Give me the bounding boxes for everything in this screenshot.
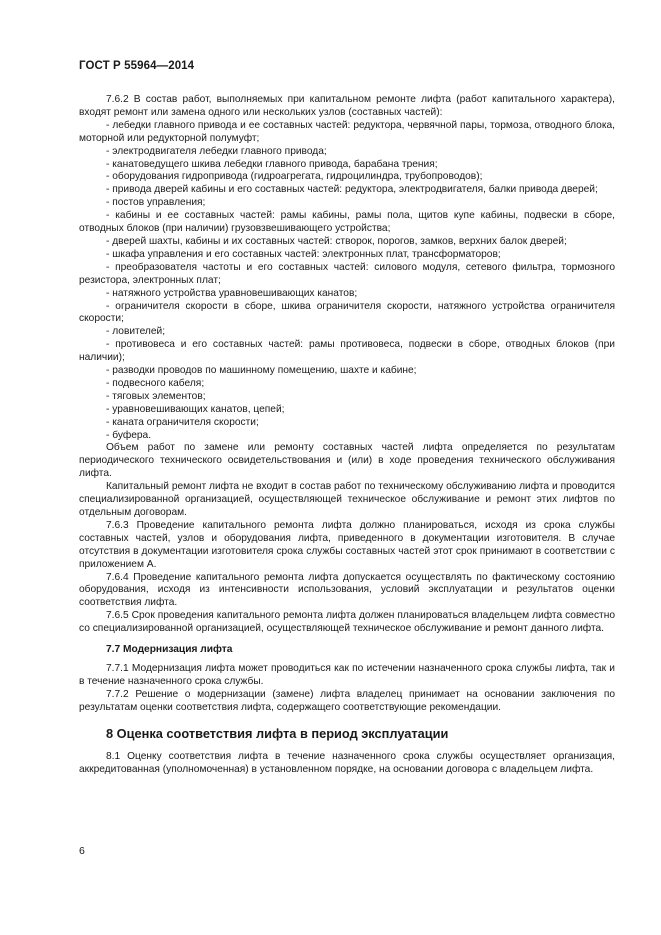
section-heading-8: 8 Оценка соответствия лифта в период эксплуатации: [106, 725, 449, 741]
paragraph-8-1: 8.1 Оценку соответствия лифта в течение назначенного срока службы осуществляет организация, аккредитованная (уполномоченная) в установленном порядке, на основании договора с владельцем лифта.: [79, 750, 615, 775]
list-item: - преобразователя частоты и его составных частей: силового модуля, сетевого фильтра, тормозного резистора, электронных плат;: [79, 261, 615, 286]
subsection-heading-7-7: 7.7 Модернизация лифта: [106, 644, 233, 656]
paragraph-7-7-1: 7.7.1 Модернизация лифта может проводиться как по истечении назначенного срока службы лифта, так и в течение назначенного срока службы.: [79, 662, 615, 687]
list-item: - оборудования гидропривода (гидроагрегата, гидроцилиндра, трубопроводов);: [106, 171, 483, 183]
list-item: - канатоведущего шкива лебедки главного привода, барабана трения;: [106, 158, 438, 170]
paragraph-7-6-2: 7.6.2 В состав работ, выполняемых при капитальном ремонте лифта (работ капитального характера), входят ремонт или замена одного или нескольких узлов (составных частей):: [79, 94, 615, 118]
paragraph-7-7-2: 7.7.2 Решение о модернизации (замене) лифта владелец принимает на основании заключения по результатам оценки соответствия лифта, содержащего соответствующие рекомендации.: [79, 688, 615, 713]
document-body: [79, 94, 615, 776]
list-item: - кабины и ее составных частей: рамы кабины, рамы пола, щитов купе кабины, подвески в сборе, отводных блоков (при наличии) грузовзвешивающего устройства;: [79, 210, 615, 235]
list-item: - тяговых элементов;: [106, 390, 206, 402]
paragraph-7-6-4: 7.6.4 Проведение капитального ремонта лифта допускается осуществлять по фактическому состоянию оборудования, исходя из интенсивности использования, условий эксплуатации и результатов оценки соответствия лифта.: [79, 571, 615, 609]
list-item: - буфера.: [106, 429, 152, 441]
list-item: - постов управления;: [106, 197, 206, 209]
paragraph-7-6-3: 7.6.3 Проведение капитального ремонта лифта должно планироваться, исходя из срока службы составных частей, узлов и оборудования лифта, приведенного в документации изготовителя. В случае отсутствия в документации изготовителя срока службы составных частей этот срок принимают в соответствии с приложением А.: [79, 519, 615, 570]
list-item: - подвесного кабеля;: [106, 377, 205, 389]
list-item: - ловителей;: [106, 326, 166, 338]
document-header: ГОСТ Р 55964—2014: [79, 60, 195, 72]
list-item: - натяжного устройства уравновешивающих канатов;: [106, 287, 358, 299]
page-number: 6: [79, 845, 85, 857]
paragraph-7-6-5: 7.6.5 Срок проведения капитального ремонта лифта должен планироваться владельцем лифта совместно со специализированной организацией, осуществляющей техническое обслуживание и ремонт данного лифта.: [79, 610, 615, 635]
list-item: - шкафа управления и его составных частей: электронных плат, трансформаторов;: [106, 248, 501, 260]
list-item: - привода дверей кабины и его составных частей: редуктора, электродвигателя, балки привода дверей;: [106, 184, 598, 196]
list-item: - каната ограничителя скорости;: [106, 416, 259, 428]
list-item: - противовеса и его составных частей: рамы противовеса, подвески в сборе, отводных блоков (при наличии);: [79, 339, 615, 364]
paragraph-not-included: Капитальный ремонт лифта не входит в состав работ по техническому обслуживанию лифта и проводится специализированной организацией, осуществляющей техническое обслуживание и ремонт этих лифтов по отдельным договорам.: [79, 481, 615, 518]
list-item: - дверей шахты, кабины и их составных частей: створок, порогов, замков, верхних балок дверей;: [106, 235, 567, 247]
list-item: - разводки проводов по машинному помещению, шахте и кабине;: [106, 365, 417, 377]
list-item: - лебедки главного привода и ее составных частей: редуктора, червячной пары, тормоза, отводного блока, моторной или редукторной полумуфт;: [79, 119, 615, 144]
list-item: - уравновешивающих канатов, цепей;: [106, 403, 285, 415]
list-item: - ограничителя скорости в сборе, шкива ограничителя скорости, натяжного устройства ограничителя скорости;: [79, 300, 615, 325]
list-item: - электродвигателя лебедки главного привода;: [106, 145, 327, 157]
paragraph-scope: Объем работ по замене или ремонту составных частей лифта определяется по результатам периодического технического освидетельствования и (или) в ходе проведения технического обслуживания лифта.: [79, 442, 615, 480]
